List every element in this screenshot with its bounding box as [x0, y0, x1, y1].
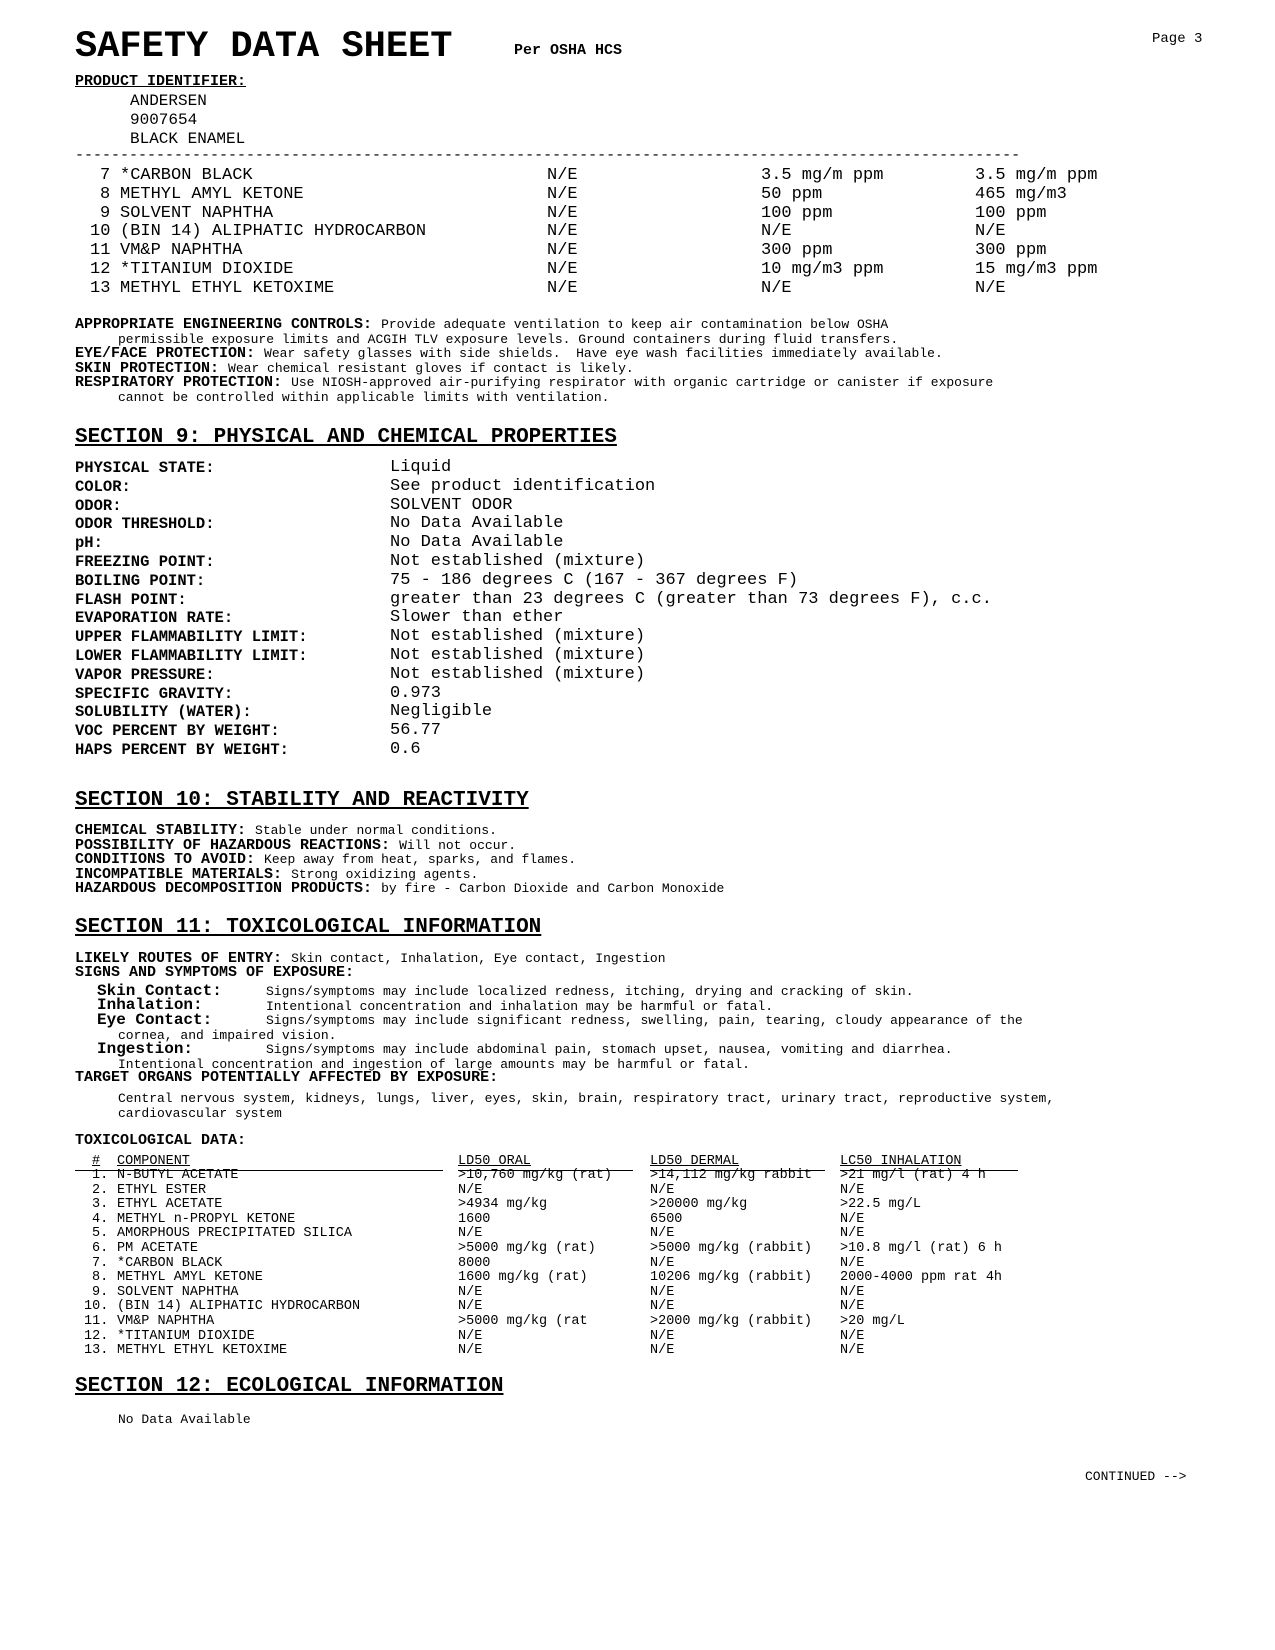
eye-contact-text-2: cornea, and impaired vision.	[118, 1028, 337, 1043]
target-organs-label: TARGET ORGANS POTENTIALLY AFFECTED BY EXPOSURE:	[75, 1069, 499, 1086]
property-value: Not established (mixture)	[390, 552, 646, 571]
property-value: Slower than ether	[390, 608, 564, 628]
page-number: Page 3	[1152, 31, 1203, 47]
tox-row-num: 11.	[84, 1314, 109, 1329]
tox-row-component: *TITANIUM DIOXIDE	[117, 1328, 255, 1344]
section-9-title: SECTION 9: PHYSICAL AND CHEMICAL PROPERTIES	[75, 426, 617, 449]
eye-contact-text-wrap	[266, 1012, 1023, 1029]
stability-item	[75, 880, 724, 897]
signs-label: SIGNS AND SYMPTOMS OF EXPOSURE:	[75, 964, 355, 981]
eye-face-label: EYE/FACE PROTECTION:	[75, 345, 256, 362]
property-value: 0.973	[390, 683, 442, 703]
property-value: SOLVENT ODOR	[390, 495, 513, 515]
tox-row-ld50-oral: N/E	[458, 1182, 483, 1198]
tox-row-ld50-dermal: N/E	[650, 1284, 675, 1300]
eye-contact-text: Signs/symptoms may include significant redness, swelling, pain, tearing, cloudy appearance of the	[266, 1013, 1023, 1028]
col-header-ld50-oral: LD50 ORAL	[458, 1154, 531, 1169]
property-value: Liquid	[390, 458, 452, 477]
tox-row-component: METHYL n-PROPYL KETONE	[117, 1211, 296, 1227]
tox-row-ld50-dermal: >2000 mg/kg (rabbit)	[650, 1314, 813, 1329]
stability-item-value: Keep away from heat, sparks, and flames.	[264, 852, 577, 867]
tox-row-component: METHYL ETHYL KETOXIME	[117, 1343, 288, 1359]
tox-row-num: 6.	[92, 1241, 109, 1256]
inhalation-label: Inhalation:	[97, 996, 203, 1014]
property-label: EVAPORATION RATE:	[75, 609, 234, 628]
section-12-title: SECTION 12: ECOLOGICAL INFORMATION	[75, 1375, 504, 1398]
property-label: COLOR:	[75, 477, 131, 496]
tox-row-ld50-oral: N/E	[458, 1343, 483, 1359]
tox-row-component: ETHYL ESTER	[117, 1182, 207, 1198]
property-value: No Data Available	[390, 514, 564, 534]
property-label: pH:	[75, 534, 103, 553]
respiratory-label: RESPIRATORY PROTECTION:	[75, 374, 283, 391]
target-organs	[75, 1069, 498, 1086]
eye-face-text: Wear safety glasses with side shields. Have eye wash facilities immediately available.	[264, 346, 943, 361]
respiratory-text-2: cannot be controlled within applicable limits with ventilation.	[118, 390, 610, 405]
tox-row-ld50-dermal: N/E	[650, 1343, 675, 1359]
tox-row-lc50-inhalation: 2000-4000 ppm rat 4h	[840, 1270, 1003, 1286]
section-10-title: SECTION 10: STABILITY AND REACTIVITY	[75, 789, 529, 812]
property-value: 0.6	[390, 740, 421, 759]
tox-row-ld50-oral: >5000 mg/kg (rat	[458, 1314, 588, 1329]
property-value: greater than 23 degrees C (greater than 73 degrees F), c.c.	[390, 589, 992, 609]
tox-row-component: AMORPHOUS PRECIPITATED SILICA	[117, 1226, 352, 1242]
exposure-row-col3: N/E	[761, 222, 792, 242]
property-value: See product identification	[390, 476, 656, 496]
tox-row-num: 12.	[84, 1328, 109, 1344]
engineering-controls-text-2: permissible exposure limits and ACGIH TLV exposure levels. Ground containers during fluid transfers.	[118, 332, 899, 347]
tox-row-component: METHYL AMYL KETONE	[117, 1270, 263, 1286]
tox-row-lc50-inhalation: >21 mg/l (rat) 4 h	[840, 1168, 986, 1183]
tox-row-num: 3.	[92, 1197, 109, 1213]
tox-row-component: N-BUTYL ACETATE	[117, 1168, 239, 1183]
exposure-row-col4: 300 ppm	[975, 241, 1047, 261]
tox-row-num: 13.	[84, 1343, 109, 1359]
exposure-row-num: 10	[90, 222, 111, 242]
exposure-row-component: (BIN 14) ALIPHATIC HYDROCARBON	[120, 222, 427, 242]
tox-row-num: 10.	[84, 1299, 109, 1315]
exposure-row-num: 12	[90, 260, 111, 279]
tox-row-ld50-dermal: N/E	[650, 1299, 675, 1315]
property-label: HAPS PERCENT BY WEIGHT:	[75, 741, 289, 759]
routes-label: LIKELY ROUTES OF ENTRY:	[75, 950, 283, 967]
tox-row-lc50-inhalation: >10.8 mg/l (rat) 6 h	[840, 1241, 1003, 1256]
exposure-row-col2: N/E	[547, 222, 578, 242]
tox-row-ld50-oral: 1600	[458, 1211, 491, 1227]
tox-row-ld50-dermal: N/E	[650, 1226, 675, 1242]
col-header-num: #	[92, 1154, 101, 1169]
tox-row-ld50-oral: >4934 mg/kg	[458, 1197, 548, 1213]
exposure-row-component: METHYL AMYL KETONE	[120, 184, 304, 204]
exposure-row-col2: N/E	[547, 203, 578, 223]
tox-row-ld50-oral: N/E	[458, 1328, 483, 1344]
property-value: Negligible	[390, 702, 493, 722]
tox-row-ld50-oral: 8000	[458, 1255, 491, 1271]
tox-row-ld50-dermal: >14,112 mg/kg rabbit	[650, 1168, 813, 1183]
signs-symptoms	[75, 964, 354, 981]
property-label: SPECIFIC GRAVITY:	[75, 684, 234, 703]
exposure-row-num: 11	[90, 241, 111, 261]
stability-item-label: CHEMICAL STABILITY:	[75, 822, 247, 839]
stability-item-label: INCOMPATIBLE MATERIALS:	[75, 865, 283, 883]
tox-row-lc50-inhalation: >22.5 mg/L	[840, 1197, 922, 1213]
document-title: SAFETY DATA SHEET	[75, 26, 453, 68]
tox-row-ld50-dermal: N/E	[650, 1255, 675, 1271]
document-subtitle: Per OSHA HCS	[514, 42, 623, 59]
exposure-row-col3: 50 ppm	[761, 184, 823, 204]
continued-wrap	[1085, 1468, 1186, 1485]
exposure-row-component: SOLVENT NAPHTHA	[120, 203, 274, 223]
product-identifier-label: PRODUCT IDENTIFIER:	[75, 73, 247, 90]
tox-row-component: ETHYL ACETATE	[117, 1197, 223, 1213]
property-value: 56.77	[390, 721, 442, 741]
target-organs-cont	[118, 1105, 282, 1122]
tox-row-ld50-oral: N/E	[458, 1284, 483, 1300]
exposure-row-col2: N/E	[547, 278, 578, 298]
tox-row-ld50-oral: 1600 mg/kg (rat)	[458, 1270, 588, 1286]
exposure-row-component: *TITANIUM DIOXIDE	[120, 260, 294, 279]
property-label: LOWER FLAMMABILITY LIMIT:	[75, 647, 308, 665]
ingestion-text-2: Intentional concentration and ingestion of large amounts may be harmful or fatal.	[118, 1057, 750, 1072]
tox-row-component: *CARBON BLACK	[117, 1255, 223, 1271]
ingestion-text: Signs/symptoms may include abdominal pain, stomach upset, nausea, vomiting and diarrhea.	[266, 1042, 953, 1057]
tox-row-num: 5.	[92, 1226, 109, 1242]
product-brand: ANDERSEN	[130, 92, 207, 110]
tox-row-lc50-inhalation: N/E	[840, 1299, 865, 1315]
respiratory-protection-cont	[118, 389, 609, 406]
exposure-row-col4: 3.5 mg/m ppm	[975, 166, 1098, 185]
col-header-ld50-dermal: LD50 DERMAL	[650, 1154, 740, 1169]
respiratory-text: Use NIOSH-approved air-purifying respirator with organic cartridge or canister if exposure	[291, 375, 994, 390]
property-label: SOLUBILITY (WATER):	[75, 703, 252, 722]
exposure-row-num: 8	[100, 184, 111, 204]
exposure-row-component: METHYL ETHYL KETOXIME	[120, 278, 335, 298]
ecological-text: No Data Available	[118, 1412, 251, 1427]
tox-row-ld50-dermal: N/E	[650, 1328, 675, 1344]
tox-row-ld50-dermal: 6500	[650, 1211, 683, 1227]
exposure-row-col3: 100 ppm	[761, 203, 833, 223]
exposure-row-component: VM&P NAPHTHA	[120, 241, 243, 261]
exposure-row-col4: 15 mg/m3 ppm	[975, 260, 1098, 279]
tox-row-ld50-dermal: >5000 mg/kg (rabbit)	[650, 1241, 813, 1256]
stability-item-label: POSSIBILITY OF HAZARDOUS REACTIONS:	[75, 836, 391, 854]
property-label: VAPOR PRESSURE:	[75, 665, 215, 684]
exposure-row-col4: N/E	[975, 278, 1006, 298]
engineering-controls-label: APPROPRIATE ENGINEERING CONTROLS:	[75, 316, 373, 333]
skin-contact-text: Signs/symptoms may include localized redness, itching, drying and cracking of skin.	[266, 984, 914, 999]
property-label: ODOR:	[75, 496, 122, 515]
exposure-row-num: 9	[100, 203, 111, 223]
property-value: No Data Available	[390, 533, 564, 553]
exposure-row-col3: 3.5 mg/m ppm	[761, 166, 884, 185]
tox-row-component: PM ACETATE	[117, 1241, 199, 1256]
tox-row-lc50-inhalation: N/E	[840, 1343, 865, 1359]
property-value: Not established (mixture)	[390, 627, 646, 647]
property-label: VOC PERCENT BY WEIGHT:	[75, 722, 280, 741]
ingestion-label: Ingestion:	[97, 1040, 194, 1058]
skin-contact-label: Skin Contact:	[97, 982, 222, 1000]
tox-row-lc50-inhalation: N/E	[840, 1182, 865, 1198]
stability-item-label: HAZARDOUS DECOMPOSITION PRODUCTS:	[75, 880, 373, 897]
routes-text: Skin contact, Inhalation, Eye contact, Ingestion	[291, 951, 666, 966]
exposure-row-col4: N/E	[975, 222, 1006, 242]
tox-row-component: SOLVENT NAPHTHA	[117, 1284, 239, 1300]
exposure-row-component: *CARBON BLACK	[120, 166, 253, 185]
separator-line: ---------------------------------------------------------------------------------------------------------	[75, 147, 1021, 164]
property-label: FLASH POINT:	[75, 590, 187, 609]
tox-row-num: 7.	[92, 1255, 109, 1271]
exposure-row-col3: N/E	[761, 278, 792, 298]
ecological-text-wrap	[118, 1411, 251, 1428]
property-value: 75 - 186 degrees C (167 - 367 degrees F)	[390, 570, 799, 590]
property-label: PHYSICAL STATE:	[75, 459, 215, 477]
tox-row-ld50-oral: N/E	[458, 1226, 483, 1242]
eye-contact-label: Eye Contact:	[97, 1011, 213, 1029]
property-value: Not established (mixture)	[390, 664, 646, 684]
tox-row-ld50-oral: >5000 mg/kg (rat)	[458, 1241, 596, 1256]
tox-row-num: 8.	[92, 1270, 109, 1286]
tox-row-ld50-dermal: >20000 mg/kg	[650, 1197, 748, 1213]
continued-label: CONTINUED -->	[1085, 1469, 1187, 1484]
exposure-row-col2: N/E	[547, 260, 578, 279]
target-organs-text: Central nervous system, kidneys, lungs, liver, eyes, skin, brain, respiratory tract, urinary tract, reproductive system,	[118, 1091, 1055, 1106]
stability-item-value: Strong oxidizing agents.	[291, 866, 479, 882]
toxicological-data-label: TOXICOLOGICAL DATA:	[75, 1132, 247, 1149]
tox-row-num: 1.	[92, 1168, 109, 1183]
stability-item-label: CONDITIONS TO AVOID:	[75, 851, 256, 868]
tox-row-lc50-inhalation: N/E	[840, 1255, 865, 1271]
exposure-row-num: 7	[100, 166, 111, 185]
toxicological-data-heading	[75, 1132, 246, 1149]
tox-row-ld50-dermal: 10206 mg/kg (rabbit)	[650, 1270, 813, 1286]
tox-row-lc50-inhalation: N/E	[840, 1328, 865, 1344]
target-organs-text-2: cardiovascular system	[118, 1106, 282, 1121]
tox-row-component: VM&P NAPHTHA	[117, 1314, 215, 1329]
product-code: 9007654	[130, 111, 198, 129]
property-label: ODOR THRESHOLD:	[75, 515, 215, 534]
exposure-row-col4: 100 ppm	[975, 203, 1047, 223]
col-header-lc50-inhalation: LC50 INHALATION	[840, 1154, 962, 1169]
col-header-component: COMPONENT	[117, 1154, 190, 1169]
skin-protection-text: Wear chemical resistant gloves if contact is likely.	[228, 361, 634, 376]
stability-item-value: by fire - Carbon Dioxide and Carbon Monoxide	[381, 881, 725, 896]
exposure-row-col3: 10 mg/m3 ppm	[761, 260, 884, 279]
property-value: Not established (mixture)	[390, 646, 646, 665]
tox-row-ld50-oral: >10,760 mg/kg (rat)	[458, 1168, 612, 1183]
tox-row-num: 2.	[92, 1182, 109, 1198]
exposure-row-num: 13	[90, 278, 111, 298]
inhalation-text: Intentional concentration and inhalation may be harmful or fatal.	[266, 999, 774, 1014]
tox-row-lc50-inhalation: N/E	[840, 1211, 865, 1227]
exposure-row-col2: N/E	[547, 184, 578, 204]
property-label: FREEZING POINT:	[75, 553, 215, 571]
tox-row-ld50-dermal: N/E	[650, 1182, 675, 1198]
tox-row-component: (BIN 14) ALIPHATIC HYDROCARBON	[117, 1299, 361, 1315]
tox-row-lc50-inhalation: N/E	[840, 1284, 865, 1300]
tox-row-num: 9.	[92, 1284, 109, 1300]
stability-item-value: Will not occur.	[399, 837, 517, 853]
engineering-controls-text: Provide adequate ventilation to keep air contamination below OSHA	[381, 317, 889, 332]
exposure-row-col2: N/E	[547, 166, 578, 185]
property-label: BOILING POINT:	[75, 571, 206, 590]
section-11-title: SECTION 11: TOXICOLOGICAL INFORMATION	[75, 916, 542, 939]
tox-row-lc50-inhalation: >20 mg/L	[840, 1314, 905, 1329]
skin-protection-label: SKIN PROTECTION:	[75, 360, 220, 377]
exposure-row-col4: 465 mg/m3	[975, 184, 1067, 204]
exposure-row-col3: 300 ppm	[761, 241, 833, 261]
stability-item-value: Stable under normal conditions.	[255, 823, 497, 838]
property-label: UPPER FLAMMABILITY LIMIT:	[75, 628, 308, 647]
tox-row-lc50-inhalation: N/E	[840, 1226, 865, 1242]
tox-row-ld50-oral: N/E	[458, 1299, 483, 1315]
exposure-row-col2: N/E	[547, 241, 578, 261]
product-name: BLACK ENAMEL	[130, 130, 246, 148]
tox-row-num: 4.	[92, 1211, 109, 1227]
